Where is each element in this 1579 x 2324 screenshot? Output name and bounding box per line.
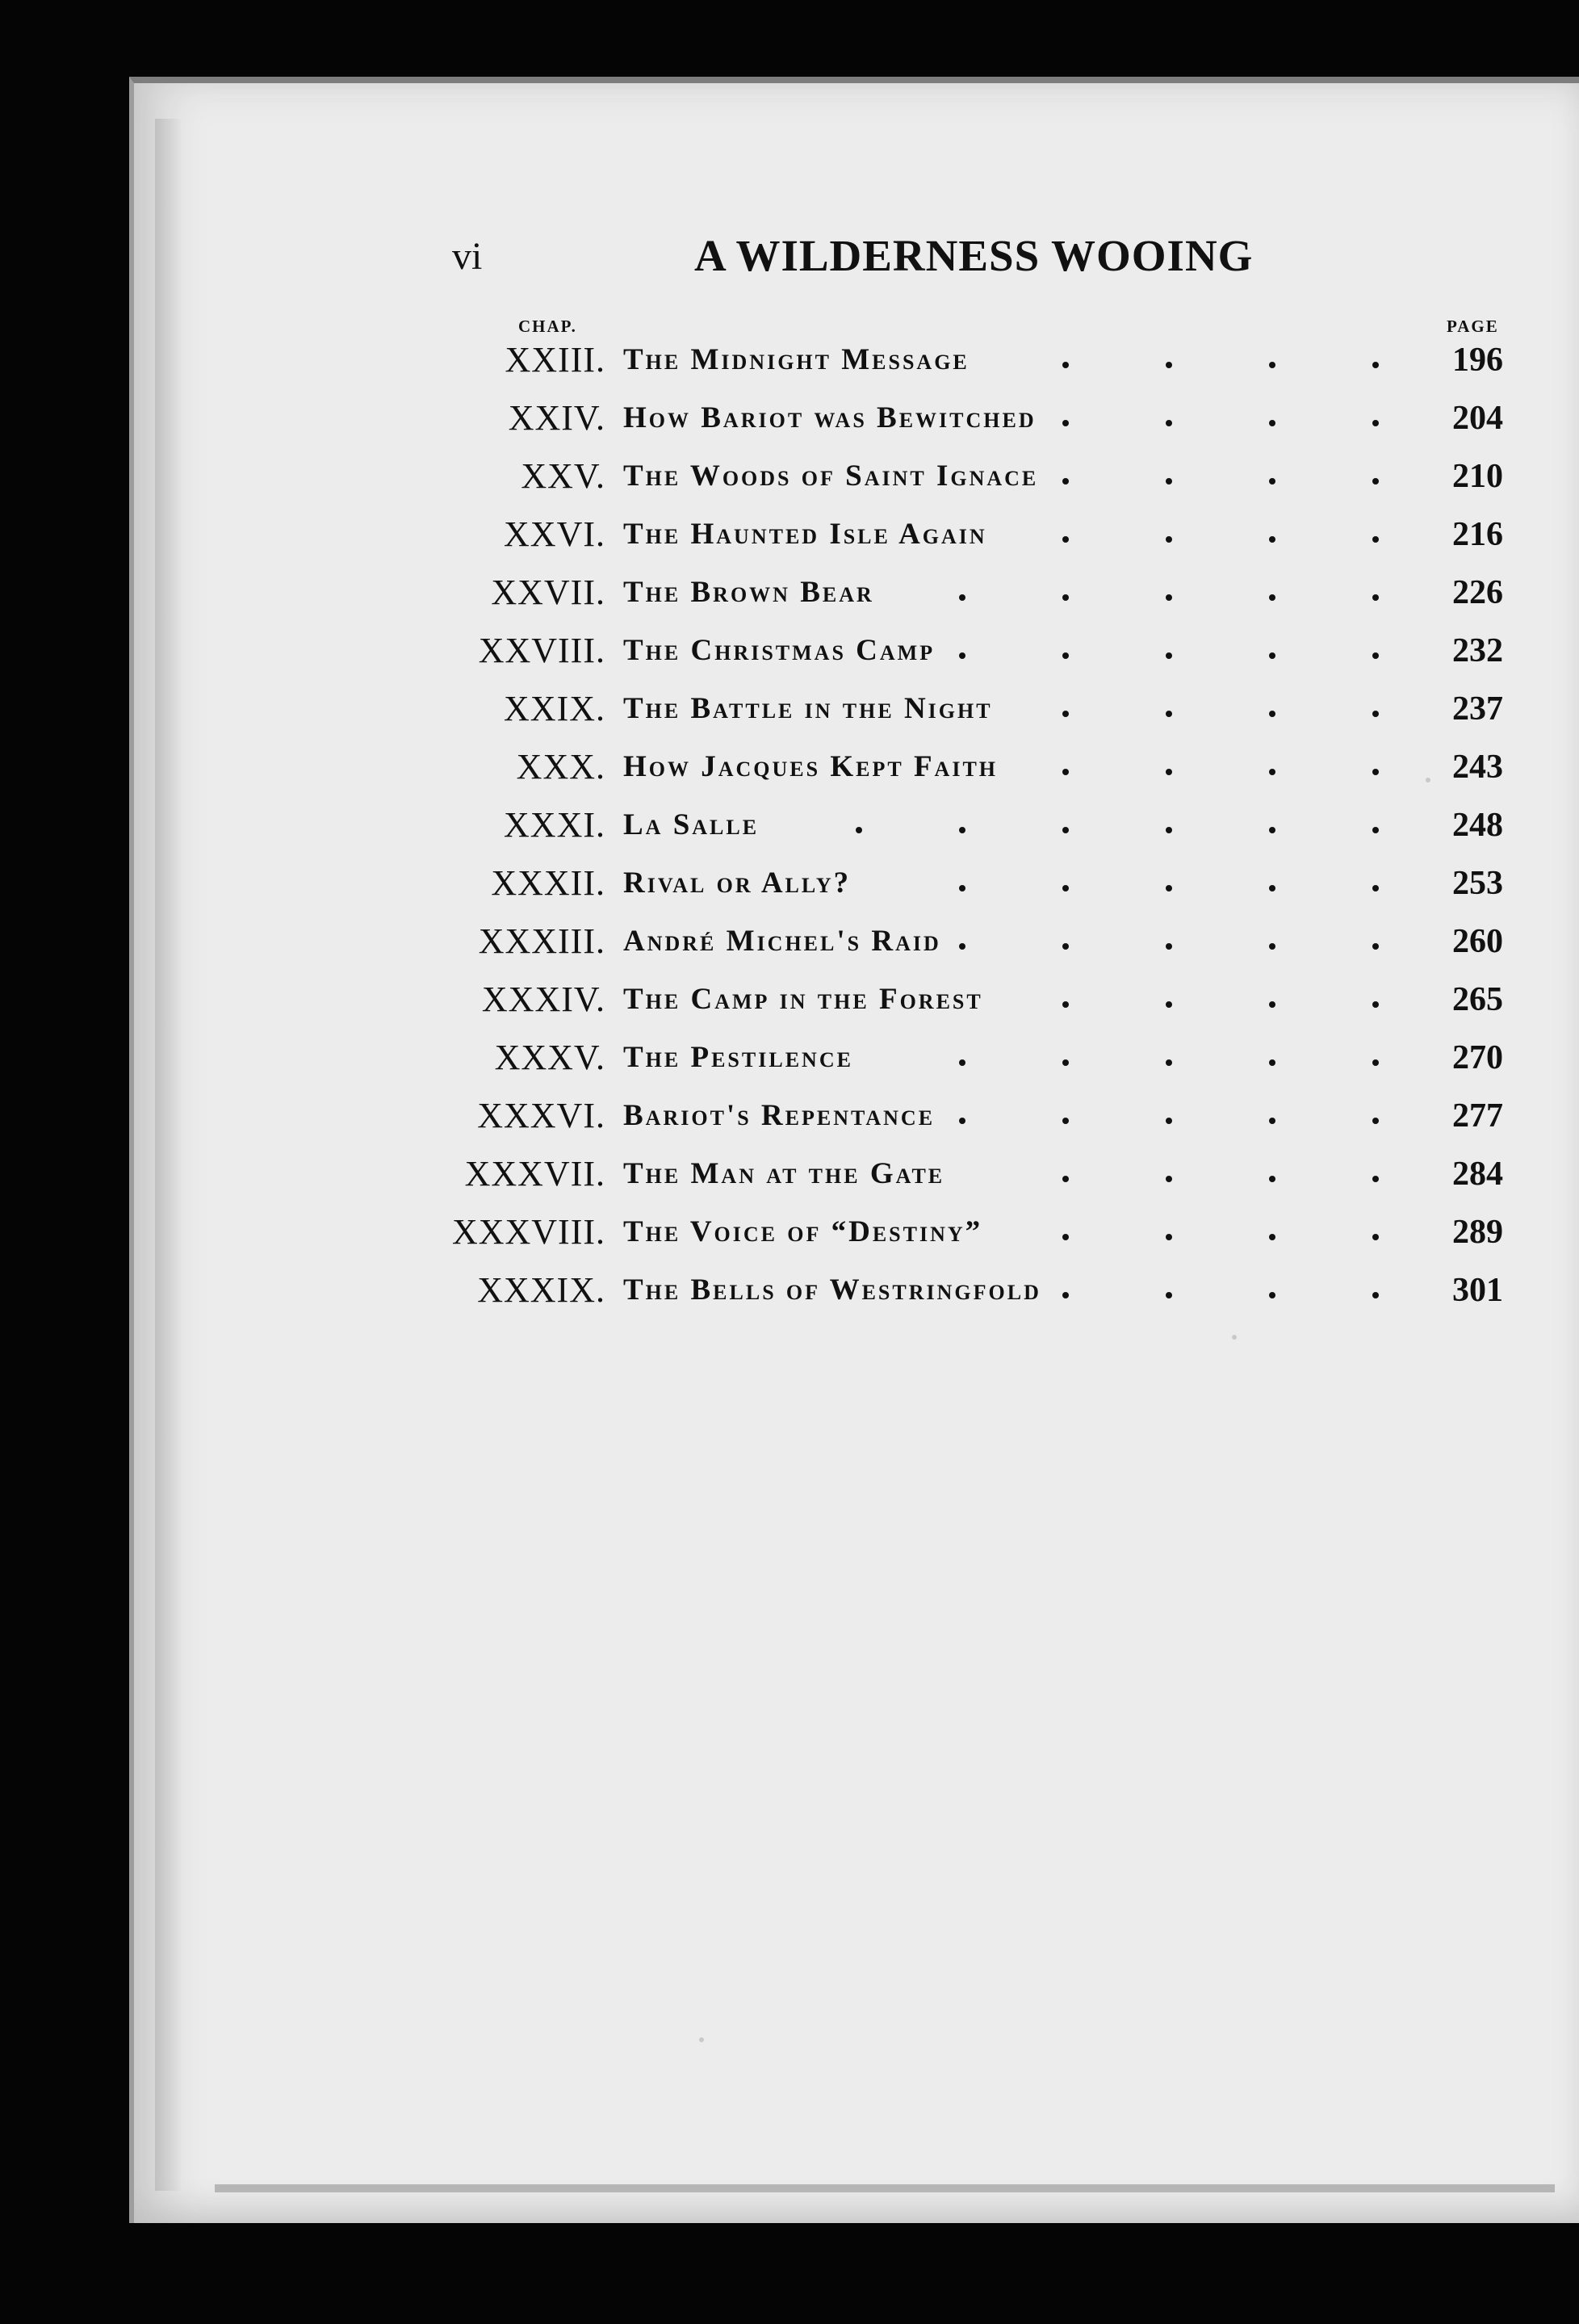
chapter-title: The Midnight Message [623,343,970,376]
leader-dot [1166,1234,1172,1240]
chapter-page-number: 216 [1452,516,1503,553]
leader-dot [959,652,965,659]
leader-dot [1269,885,1275,891]
leader-dot [1062,711,1069,717]
leader-dot [1269,536,1275,543]
chapter-title: The Bells of Westringfold [623,1273,1041,1307]
chapter-number: XXVI. [504,514,605,554]
leader-dots [0,401,1579,436]
leader-dot [1269,1118,1275,1124]
toc-entry [0,921,1579,969]
chapter-page-number: 301 [1452,1272,1503,1309]
leader-dot [1372,362,1379,368]
chapter-title: André Michel's Raid [623,925,941,958]
leader-dot [1166,943,1172,950]
toc-entry [0,630,1579,678]
leader-dot [1372,769,1379,775]
toc-entry [0,339,1579,388]
chapter-page-number: 289 [1452,1214,1503,1251]
leader-dot [1372,1118,1379,1124]
leader-dots [0,866,1579,901]
leader-dot [1372,1234,1379,1240]
leader-dot [1062,1234,1069,1240]
leader-dots [0,1214,1579,1250]
chapter-page-number: 248 [1452,807,1503,844]
chapter-number: XXIV. [508,398,605,438]
chapter-number: XXXIV. [481,980,605,1019]
toc-entry [0,746,1579,795]
leader-dot [1269,478,1275,485]
chapter-number: XXV. [521,456,605,496]
leader-dot [1062,1292,1069,1298]
leader-dot [1062,1001,1069,1008]
leader-dot [1166,652,1172,659]
leader-dot [1166,1001,1172,1008]
chapter-page-number: 237 [1452,690,1503,728]
chapter-number: XXVIII. [478,631,605,670]
running-title: A WILDERNESS WOOING [694,231,1254,280]
chapter-number: XXXV. [494,1038,605,1077]
leader-dots [0,459,1579,494]
leader-dot [1166,711,1172,717]
chapter-page-number: 210 [1452,458,1503,495]
chapter-title: How Bariot was Bewitched [623,401,1037,434]
leader-dots [0,342,1579,378]
chapter-title: The Pestilence [623,1041,853,1074]
toc-entry [0,804,1579,853]
leader-dot [1062,594,1069,601]
chapter-title: The Camp in the Forest [623,983,983,1016]
leader-dots [0,1098,1579,1134]
chapter-title: The Man at the Gate [623,1157,945,1190]
chapter-page-number: 226 [1452,574,1503,611]
leader-dot [1062,1059,1069,1066]
leader-dot [1166,1118,1172,1124]
leader-dot [1062,827,1069,833]
leader-dot [959,1118,965,1124]
chapter-title: The Woods of Saint Ignace [623,459,1039,493]
leader-dots [0,633,1579,669]
leader-dots [0,1156,1579,1192]
leader-dot [1372,594,1379,601]
chapter-page-number: 270 [1452,1039,1503,1076]
leader-dot [1372,885,1379,891]
leader-dot [1062,362,1069,368]
chapter-title: The Christmas Camp [623,634,936,667]
leader-dot [959,827,965,833]
chapter-number: XXVII. [491,573,605,612]
leader-dot [1269,827,1275,833]
leader-dot [1372,652,1379,659]
leader-dot [1372,1059,1379,1066]
leader-dot [1062,943,1069,950]
toc-entry [0,688,1579,736]
leader-dot [1269,1176,1275,1182]
leader-dot [1166,420,1172,426]
chapter-number: XXXIII. [478,921,605,961]
leader-dot [1062,1118,1069,1124]
chapter-title: Bariot's Repentance [623,1099,936,1132]
leader-dots [0,924,1579,959]
leader-dot [1166,1292,1172,1298]
leader-dot [1269,1059,1275,1066]
leader-dot [1269,1234,1275,1240]
leader-dots [0,575,1579,610]
leader-dot [1166,362,1172,368]
page-column-label: PAGE [1447,317,1499,336]
chapter-number: XXXIX. [477,1270,605,1310]
chapter-title: The Haunted Isle Again [623,518,987,551]
leader-dot [1166,1176,1172,1182]
toc-entry [0,1095,1579,1143]
chapter-number: XXXVII. [464,1154,605,1193]
chapter-title: The Brown Bear [623,576,874,609]
leader-dot [1372,943,1379,950]
leader-dot [1372,420,1379,426]
leader-dot [1062,885,1069,891]
toc-entry [0,862,1579,911]
leader-dot [1166,885,1172,891]
leader-dot [1269,1001,1275,1008]
chapter-title: Rival or Ally? [623,866,852,900]
leader-dot [1269,594,1275,601]
toc-entry [0,572,1579,620]
leader-dot [1269,711,1275,717]
leader-dot [1166,536,1172,543]
chapter-page-number: 196 [1452,342,1503,379]
toc-entry [0,397,1579,446]
leader-dot [1269,420,1275,426]
leader-dot [1372,1292,1379,1298]
leader-dot [1062,769,1069,775]
chapter-page-number: 204 [1452,400,1503,437]
leader-dot [1372,478,1379,485]
leader-dot [1166,827,1172,833]
leader-dot [1372,827,1379,833]
chapter-page-number: 253 [1452,865,1503,902]
toc-entry [0,979,1579,1027]
chapter-column-label: CHAP. [518,317,577,336]
chapter-number: XXX. [516,747,605,787]
paper-speck [1232,1335,1237,1340]
leader-dot [1166,594,1172,601]
chapter-page-number: 265 [1452,981,1503,1018]
chapter-page-number: 243 [1452,749,1503,786]
toc-entry [0,1037,1579,1085]
chapter-page-number: 277 [1452,1097,1503,1135]
chapter-number: XXXVIII. [451,1212,605,1252]
leader-dot [1166,769,1172,775]
leader-dot [1372,1001,1379,1008]
leader-dot [1062,652,1069,659]
leader-dot [959,1059,965,1066]
leader-dots [0,1273,1579,1308]
chapter-title: The Battle in the Night [623,692,993,725]
chapter-number: XXXVI. [477,1096,605,1135]
leader-dot [1269,769,1275,775]
leader-dot [1062,536,1069,543]
leader-dot [959,943,965,950]
toc-entry [0,1211,1579,1260]
toc-entry [0,1269,1579,1318]
leader-dot [1269,1292,1275,1298]
leader-dots [0,517,1579,552]
leader-dot [959,594,965,601]
chapter-title: La Salle [623,808,760,841]
leader-dot [1269,943,1275,950]
page-number: vi [452,235,483,278]
chapter-number: XXXII. [491,863,605,903]
chapter-number: XXXI. [504,805,605,845]
chapter-page-number: 260 [1452,923,1503,960]
leader-dot [1062,1176,1069,1182]
leader-dot [1062,478,1069,485]
leader-dots [0,749,1579,785]
toc-entry [0,1153,1579,1202]
leader-dot [1062,420,1069,426]
toc-entry [0,455,1579,504]
chapter-page-number: 284 [1452,1156,1503,1193]
chapter-page-number: 232 [1452,632,1503,669]
leader-dot [959,885,965,891]
paper-speck [699,2037,704,2042]
chapter-title: How Jacques Kept Faith [623,750,999,783]
leader-dots [0,982,1579,1017]
leader-dot [856,827,862,833]
chapter-title: The Voice of “Destiny” [623,1215,983,1248]
leader-dots [0,1040,1579,1076]
leader-dot [1166,1059,1172,1066]
leader-dot [1372,711,1379,717]
toc-entry [0,514,1579,562]
leader-dot [1372,536,1379,543]
chapter-number: XXIX. [504,689,605,728]
leader-dot [1269,652,1275,659]
leader-dot [1166,478,1172,485]
leader-dot [1269,362,1275,368]
chapter-number: XXIII. [505,340,605,380]
leader-dots [0,808,1579,843]
leader-dots [0,691,1579,727]
leader-dot [1372,1176,1379,1182]
